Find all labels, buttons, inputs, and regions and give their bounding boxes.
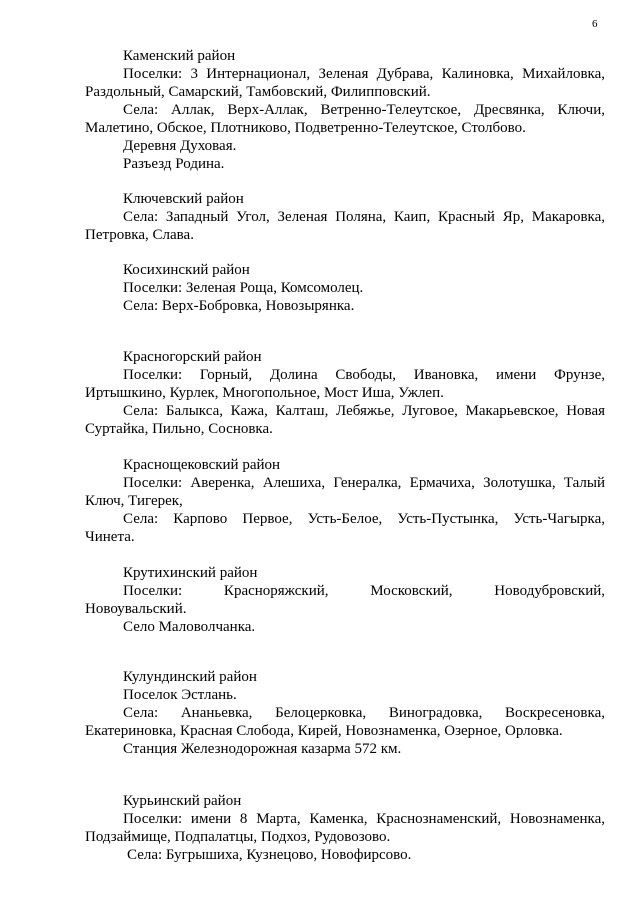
settlement-list-line: Поселок Эстлань. [123,687,237,703]
settlement-list-line: Села: Бугрышиха, Кузнецово, Новофирсово. [127,847,412,863]
settlement-list-line: Поселки: Аверенка, Алешиха, Генералка, Ермачиха, Золотушка, Талый [123,475,605,491]
settlement-list-line: Села: Балыкса, Кажа, Калташ, Лебяжье, Луговое, Макарьевское, Новая [123,403,605,419]
settlement-list-line: Малетино, Обское, Плотниково, Подветренно-Телеутское, Столбово. [85,120,526,136]
settlement-list-line: Поселки: 3 Интернационал, Зеленая Дубрава, Калиновка, Михайловка, [123,66,605,82]
settlement-list-line: Новоувальский. [85,601,187,617]
settlement-list-line: Раздольный, Самарский, Тамбовский, Филипповский. [85,84,431,100]
settlement-list-line: Поселки: Зеленая Роща, Комсомолец. [123,280,364,296]
settlement-list-line: Подзаймище, Подпалатцы, Подхоз, Рудовозово. [85,829,391,845]
settlement-list-line: Села: Верх-Бобровка, Новозырянка. [123,298,355,314]
district-title: Ключевский район [123,191,244,207]
settlement-list-line: Петровка, Слава. [85,227,194,243]
page-number: 6 [592,18,598,30]
settlement-list-line: Поселки: имени 8 Марта, Каменка, Краснознаменский, Новознаменка, [123,811,605,827]
district-title: Красногорский район [123,349,262,365]
district-title: Крутихинский район [123,565,258,581]
settlement-list-line: Села: Ананьевка, Белоцерковка, Виноградовка, Воскресеновка, [123,705,605,721]
settlement-list-line: Села: Западный Угол, Зеленая Поляна, Каип, Красный Яр, Макаровка, [123,209,605,225]
settlement-list-line: Деревня Духовая. [123,138,237,154]
settlement-list-line: Села: Аллак, Верх-Аллак, Ветренно-Телеутское, Дресвянка, Ключи, [123,102,605,118]
district-title: Косихинский район [123,262,250,278]
settlement-list-line: Разъезд Родина. [123,156,225,172]
settlement-list-line: Ключ, Тигерек, [85,493,183,509]
settlement-list-line: Станция Железнодорожная казарма 572 км. [123,741,402,757]
district-title: Каменский район [123,48,236,64]
settlement-list-line: Иртышкино, Курлек, Многопольное, Мост Иша, Ужлеп. [85,385,444,401]
district-title: Краснощековский район [123,457,281,473]
settlement-list-line: Чинета. [85,529,135,545]
settlement-list-line: Села: Карпово Первое, Усть-Белое, Усть-Пустынка, Усть-Чагырка, [123,511,605,527]
settlement-list-line: Екатериновка, Красная Слобода, Кирей, Новознаменка, Озерное, Орловка. [85,723,563,739]
district-title: Курьинский район [123,793,242,809]
settlement-list-line: Суртайка, Пильно, Сосновка. [85,421,273,437]
settlement-list-line: Поселки: Красноряжский, Московский, Новодубровский, [123,583,605,599]
settlement-list-line: Село Маловолчанка. [123,619,256,635]
settlement-list-line: Поселки: Горный, Долина Свободы, Ивановка, имени Фрунзе, [123,367,605,383]
district-title: Кулундинский район [123,669,257,685]
